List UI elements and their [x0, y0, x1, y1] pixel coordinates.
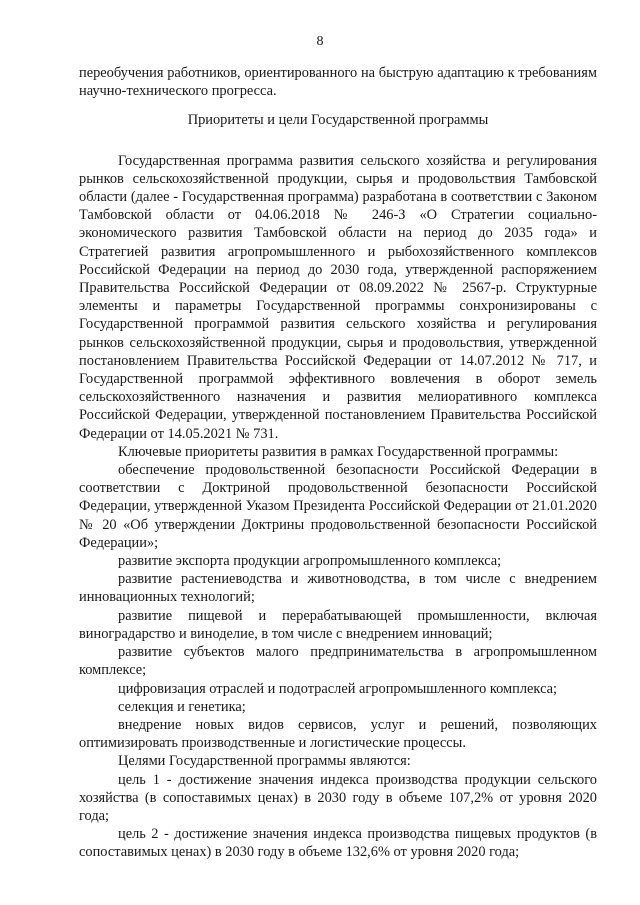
- page-number: 8: [316, 34, 324, 49]
- list-item: развитие растениеводства и животноводства, в том числе с внедрением инновационных технологий;: [79, 571, 597, 606]
- list-item: внедрение новых видов сервисов, услуг и решений, позволяющих оптимизировать производственные и логистические процессы.: [79, 716, 597, 752]
- list-item: цель 2 - достижение значения индекса производства пищевых продуктов (в сопоставимых ценах) в 2030 году в объеме 132,6% от уровня 2020 года;: [79, 826, 597, 861]
- list-item: цифровизация отраслей и подотраслей агропромышленного комплекса;: [118, 680, 558, 697]
- list-item: развитие субъектов малого предпринимательства в агропромышленном комплексе;: [79, 644, 597, 679]
- document-body: [79, 64, 597, 862]
- list-item: развитие пищевой и перерабатывающей промышленности, включая виноградарство и виноделие, в том числе с внедрением инноваций;: [79, 607, 597, 642]
- list-item: обеспечение продовольственной безопасности Российской Федерации в соответствии с Доктриной продовольственной безопасности Российской Федерации, утвержденной Указом Президента Российской Федерации от 21.01.2020 № 20 «Об утверждении Доктрины продовольственной безопасности Российской Федерации»;: [79, 462, 597, 551]
- list-item: селекция и генетика;: [118, 698, 246, 715]
- section-heading: Приоритеты и цели Государственной программы: [187, 112, 489, 129]
- paragraph: Государственная программа развития сельского хозяйства и регулирования рынков сельскохозяйственной продукции, сырья и продовольствия Тамбовской области (далее - Государственная программа) разработана в соответствии с Законом Тамбовской области от 04.06.2018 № 246-З «О Стратегии социально-экономического развития Тамбовской области на период до 2035 года» и Стратегией развития агропромышленного и рыбохозяйственного комплексов Российской Федерации на период до 2030 года, утвержденной распоряжением Правительства Российской Федерации от 08.09.2022 № 2567-р. Структурные элементы и параметры Государственной программы сонхронизированы с Государственной программой развития сельского хозяйства и регулирования рынков сельскохозяйственной продукции, сырья и продовольствия, утвержденной постановлением Правительства Российской Федерации от 14.07.2012 № 717, и Государственной программой эффективного вовлечения в оборот земель сельскохозяйственного назначения и развития мелиоративного комплекса Российской Федерации, утвержденной постановлением Правительства Российской Федерации от 14.05.2021 № 731.: [79, 152, 597, 442]
- paragraph: Ключевые приоритеты развития в рамках Государственной программы:: [118, 443, 559, 460]
- list-item: развитие экспорта продукции агропромышленного комплекса;: [118, 553, 502, 570]
- list-item: цель 1 - достижение значения индекса производства продукции сельского хозяйства (в сопоставимых ценах) в 2030 году в объеме 107,2% от уровня 2020 года;: [79, 771, 597, 824]
- paragraph: Целями Государственной программы являются:: [118, 753, 411, 770]
- paragraph: переобучения работников, ориентированного на быструю адаптацию к требованиям научно-технического прогресса.: [79, 65, 597, 100]
